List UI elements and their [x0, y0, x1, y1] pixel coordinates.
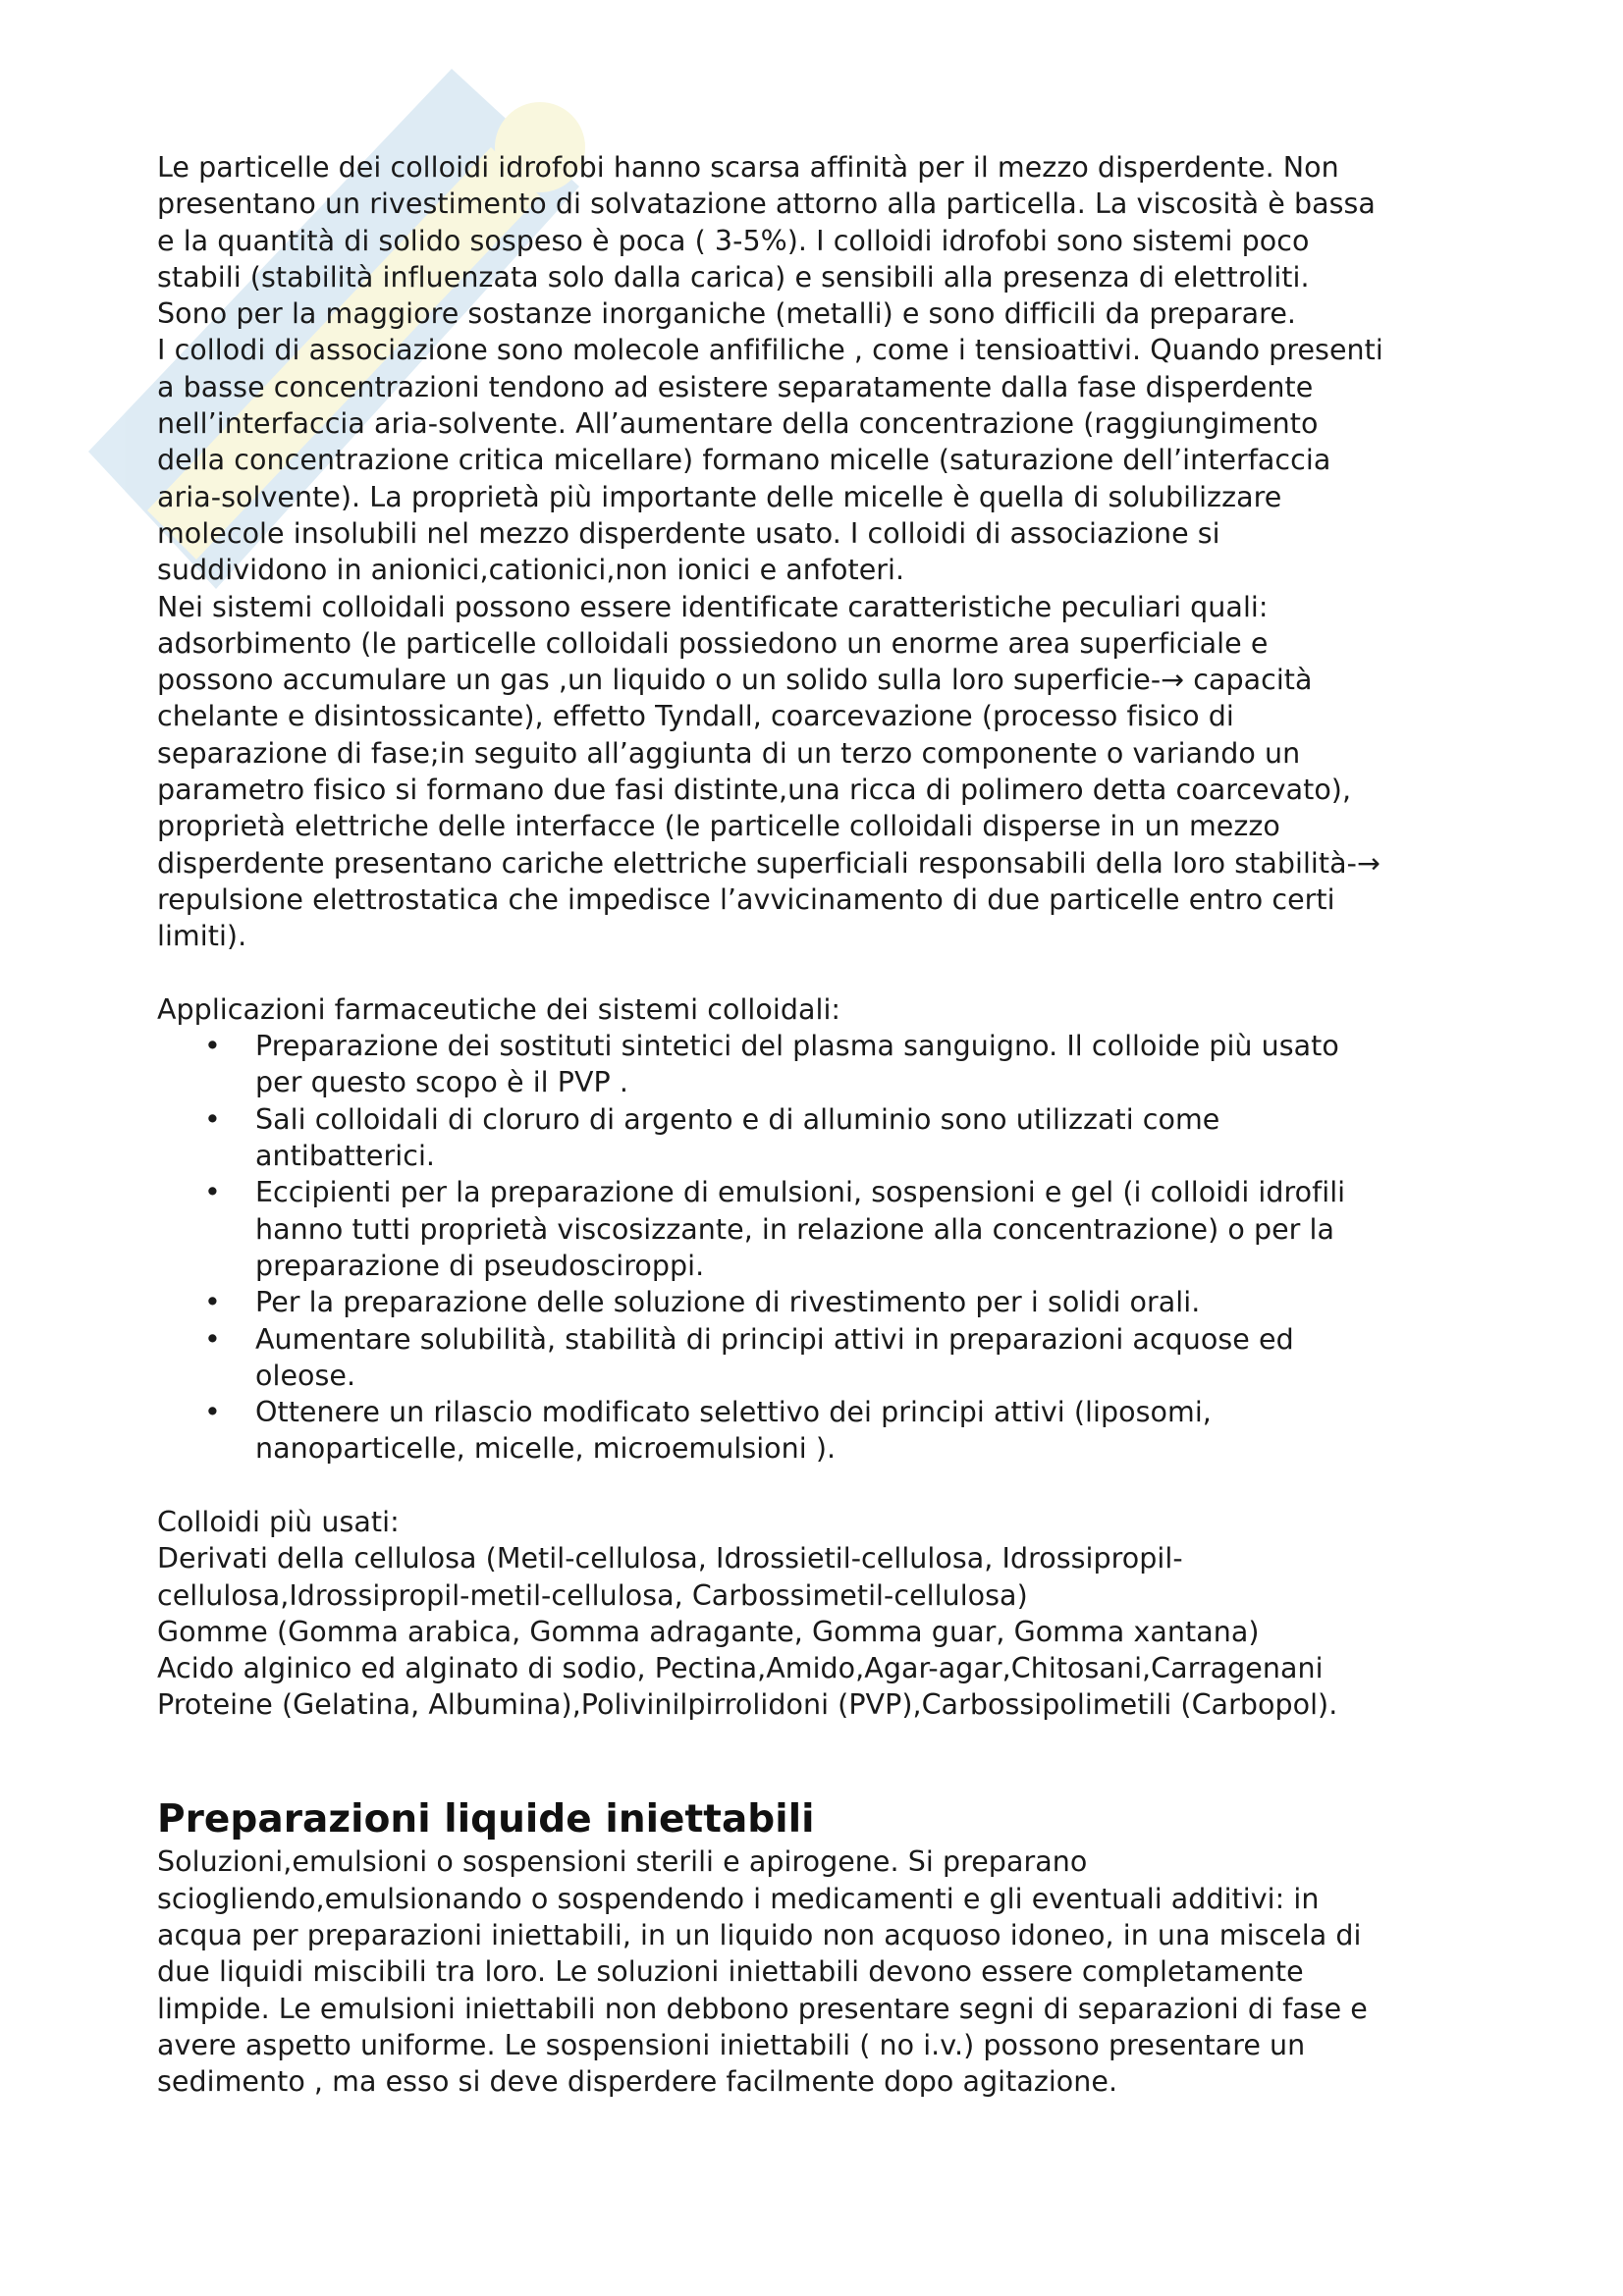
bullet-icon: • [204, 1286, 221, 1319]
bullet-icon: • [204, 1322, 221, 1356]
applications-list [157, 1028, 1492, 1468]
list-item-text: Preparazione dei sostituti sintetici del plasma sanguigno. Il colloide più usato per questo scopo è il PVP . [255, 1030, 1339, 1099]
bullet-icon: • [204, 1396, 221, 1429]
document-page [157, 149, 1492, 2100]
applications-heading: Applicazioni farmaceutiche dei sistemi colloidali: [157, 992, 841, 1026]
list-item-text: Per la preparazione delle soluzione di rivestimento per i solidi orali. [255, 1286, 1201, 1319]
paragraph-spacer [157, 1468, 1492, 1504]
list-item-text: Ottenere un rilascio modificato selettivo dei principi attivi (liposomi, nanoparticelle, micelle, microemulsioni ). [255, 1396, 1212, 1466]
list-item [204, 1174, 1492, 1284]
list-item [204, 1394, 1492, 1468]
bullet-icon: • [204, 1030, 221, 1063]
list-item-text: Aumentare solubilità, stabilità di principi attivi in preparazioni acquose ed oleose. [255, 1322, 1294, 1392]
list-item [204, 1028, 1492, 1101]
intro-paragraph: Le particelle dei colloidi idrofobi hanno scarsa affinità per il mezzo disperdente. Non presentano un rivestimento di solvatazione attorno alla particella. La viscosità è bassa e la quantità di solido sospeso è poca ( 3-5%). I colloidi idrofobi sono sistemi poco stabili (stabilità influenzata solo dalla carica) e sensibili alla presenza di elettroliti. Sono per la maggiore sostanze inorganiche (metalli) e sono difficili da preparare. I collodi di associazione sono molecole anfifiliche , come i tensioattivi. Quando presenti a basse concentrazioni tendono ad esistere separatamente dalla fase disperdente nell’interfaccia aria-solvente. All’aumentare della concentrazione (raggiungimento della concentrazione critica micellare) formano micelle (saturazione dell’interfaccia aria-solvente). La proprietà più importante delle micelle è quella di solubilizzare molecole insolubili nel mezzo disperdente usato. I colloidi di associazione si suddividono in anionici,cationici,non ionici e anfoteri. Nei sistemi colloidali possono essere identificate caratteristiche peculiari quali: adsorbimento (le particelle colloidali possiedono un enorme area superficiale e possono accumulare un gas ,un liquido o un solido sulla loro superficie-→ capacità chelante e disintossicante), effetto Tyndall, coarcevazione (processo fisico di separazione di fase;in seguito all’aggiunta di un terzo componente o variando un parametro fisico si formano due fasi distinte,una ricca di polimero detta coarcevato), proprietà elettriche delle interfacce (le particelle colloidali disperse in un mezzo disperdente presentano cariche elettriche superficiali responsabili della loro stabilità-→ repulsione elettrostatica che impedisce l’avvicinamento di due particelle entro certi limiti). [157, 151, 1383, 953]
section-spacer [157, 1724, 1492, 1797]
bullet-icon: • [204, 1102, 221, 1136]
paragraph-spacer [157, 955, 1492, 991]
list-item-text: Sali colloidali di cloruro di argento e di alluminio sono utilizzati come antibatterici. [255, 1102, 1220, 1173]
list-item-text: Eccipienti per la preparazione di emulsioni, sospensioni e gel (i colloidi idrofili hanno tutti proprietà viscosizzante, in relazione alla concentrazione) o per la preparazione di pseudosciroppi. [255, 1176, 1346, 1282]
list-item [204, 1321, 1492, 1395]
injectables-paragraph: Soluzioni,emulsioni o sospensioni sterili e apirogene. Si preparano sciogliendo,emulsionando o sospendendo i medicamenti e gli eventuali additivi: in acqua per preparazioni iniettabili, in un liquido non acquoso idoneo, in una miscela di due liquidi miscibili tra loro. Le soluzioni iniettabili devono essere completamente limpide. Le emulsioni iniettabili non debbono presentare segni di separazioni di fase e avere aspetto uniforme. Le sospensioni iniettabili ( no i.v.) possono presentare un sedimento , ma esso si deve disperdere facilmente dopo agitazione. [157, 1845, 1368, 2099]
colloids-heading: Colloidi più usati: [157, 1505, 400, 1538]
list-item [204, 1101, 1492, 1175]
bullet-icon: • [204, 1176, 221, 1209]
list-item [204, 1284, 1492, 1320]
colloids-list-text: Derivati della cellulosa (Metil-cellulosa, Idrossietil-cellulosa, Idrossipropil- cellulosa,Idrossipropil-metil-cellulosa, Carbossimetil-cellulosa) Gomme (Gomma arabica, Gomma adragante, Gomma guar, Gomma xantana) Acido alginico ed alginato di sodio, Pectina,Amido,Agar-agar,Chitosani,Carragenani Proteine (Gelatina, Albumina),Polivinilpirrolidoni (PVP),Carbossipolimetili (Carbopol). [157, 1542, 1338, 1722]
section-title: Preparazioni liquide iniettabili [157, 1797, 815, 1842]
